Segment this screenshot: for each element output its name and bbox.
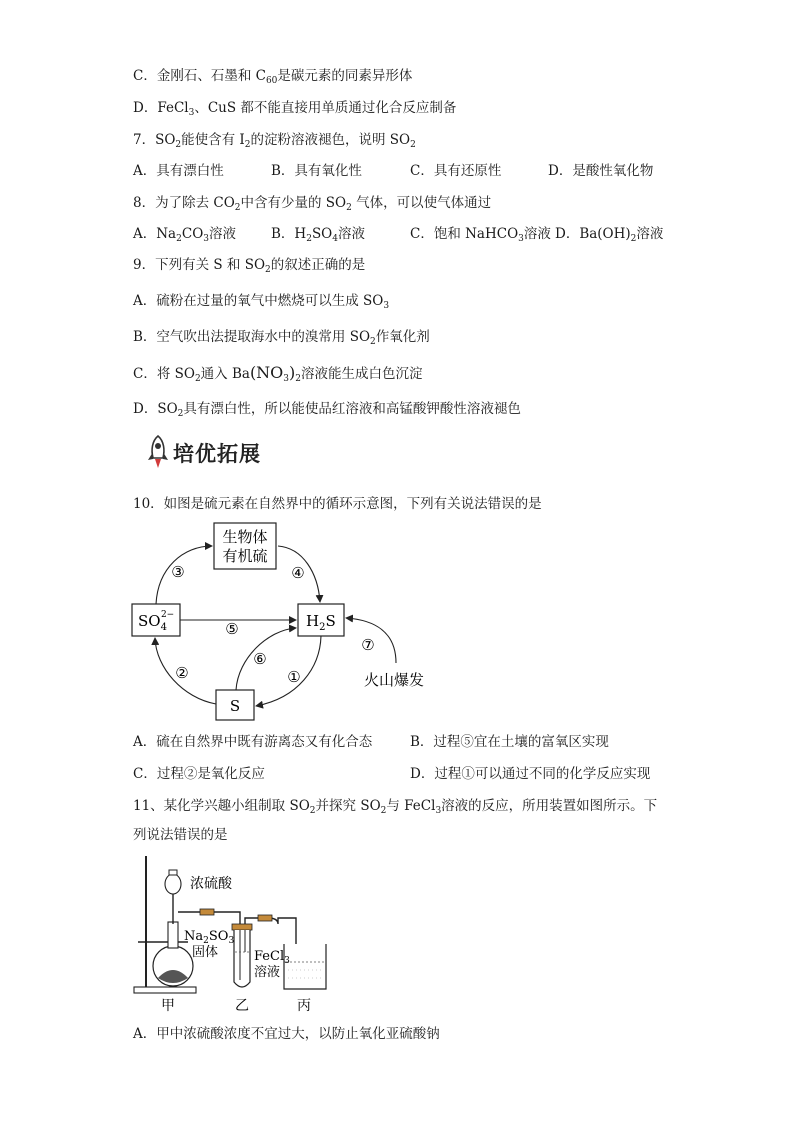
- q10-option-b: B．过程⑤宜在土壤的富氧区实现: [410, 734, 609, 750]
- q7-option-d: D．是酸性氧化物: [548, 163, 654, 179]
- question-10: 10．如图是硫元素在自然界中的循环示意图，下列有关说法错误的是: [133, 496, 542, 512]
- label-bing: 丙: [297, 998, 311, 1014]
- q10-option-a: A．硫在自然界中既有游离态又有化合态: [133, 734, 373, 750]
- volcano-label: 火山爆发: [363, 671, 425, 689]
- sulfur-label: S: [229, 697, 241, 715]
- apparatus-diagram: [128, 852, 338, 1016]
- option-c-prev: C．金刚石、石墨和 $C_{60}$是碳元素的同素异形体: [133, 68, 413, 86]
- q8-option-b: B．$H_2SO_4$溶液: [271, 226, 365, 244]
- q10-option-c: C．过程②是氧化反应: [133, 766, 265, 782]
- q11-option-a: A．甲中浓硫酸浓度不宜过大，以防止氧化亚硫酸钠: [133, 1026, 440, 1042]
- flask-neck: [168, 922, 178, 948]
- step-5-label: ⑤: [225, 620, 239, 638]
- step-4-label: ④: [291, 564, 305, 582]
- step-3-label: ③: [171, 563, 185, 581]
- sulfur-cycle-diagram: [128, 518, 448, 723]
- q8-option-c: C．饱和 NaHCO$_3$溶液: [410, 226, 551, 244]
- sulfate-label: $SO_42-$: [138, 610, 175, 633]
- na2so3-label-2: 固体: [192, 945, 219, 960]
- question-11-line-1: 11、某化学兴趣小组制取 $SO_2$并探究 $SO_2$与 FeCl$_3$溶液的反应，所用装置如图所示。下: [133, 798, 658, 816]
- stand-base: [134, 987, 196, 993]
- label-yi: 乙: [235, 998, 249, 1014]
- h2s-label: $H_2S$: [306, 612, 336, 633]
- label-jia: 甲: [161, 998, 175, 1014]
- organic-label-1: 生物体: [222, 528, 268, 546]
- rocket-icon: [143, 432, 173, 472]
- beaker: [284, 944, 326, 989]
- fecl3-label-2: 溶液: [254, 965, 281, 980]
- step-7-label: ⑦: [361, 636, 375, 654]
- step-2-label: ②: [175, 664, 189, 682]
- na2so3-label-1: $Na_2SO_3$: [184, 929, 235, 946]
- q9-option-d: D．$SO_2$具有漂白性，所以能使品红溶液和高锰酸钾酸性溶液褪色: [133, 401, 521, 419]
- q7-option-a: A．具有漂白性: [133, 163, 224, 179]
- section-title: 培优拓展: [173, 442, 261, 466]
- q7-option-b: B．具有氧化性: [271, 163, 362, 179]
- rubber-stopper: [232, 924, 252, 930]
- question-11-line-2: 列说法错误的是: [133, 827, 228, 843]
- fecl3-label-1: FeCl$_3$: [254, 949, 290, 966]
- q9-option-a: A．硫粉在过量的氧气中燃烧可以生成 $SO_3$: [133, 293, 390, 311]
- acid-label: 浓硫酸: [190, 876, 232, 892]
- option-d-prev: D．FeCl$_3$、CuS 都不能直接用单质通过化合反应制备: [133, 100, 457, 118]
- q8-option-d: D．$Ba(OH)_2$溶液: [555, 226, 664, 244]
- question-9: 9．下列有关 S 和 $SO_2$的叙述正确的是: [133, 257, 366, 275]
- step-1-label: ①: [287, 668, 301, 686]
- q7-option-c: C．具有还原性: [410, 163, 502, 179]
- step-6-label: ⑥: [253, 650, 267, 668]
- separatory-funnel: [165, 874, 181, 894]
- q8-option-a: A．$Na_2CO_3$溶液: [133, 226, 236, 244]
- q10-option-d: D．过程①可以通过不同的化学反应实现: [410, 766, 651, 782]
- test-tube: [234, 930, 250, 987]
- q9-option-c: C．将 $SO_2$通入 $Ba(NO_3)_2$溶液能生成白色沉淀: [133, 363, 423, 384]
- question-8: 8．为了除去 $CO_2$中含有少量的 $SO_2$ 气体，可以使气体通过: [133, 195, 492, 213]
- question-7: 7．$SO_2$能使含有 $I_2$的淀粉溶液褪色，说明 $SO_2$: [133, 132, 416, 150]
- q9-option-b: B．空气吹出法提取海水中的溴常用 $SO_2$作氧化剂: [133, 329, 430, 347]
- section-header: [143, 432, 283, 472]
- organic-label-2: 有机硫: [222, 547, 268, 565]
